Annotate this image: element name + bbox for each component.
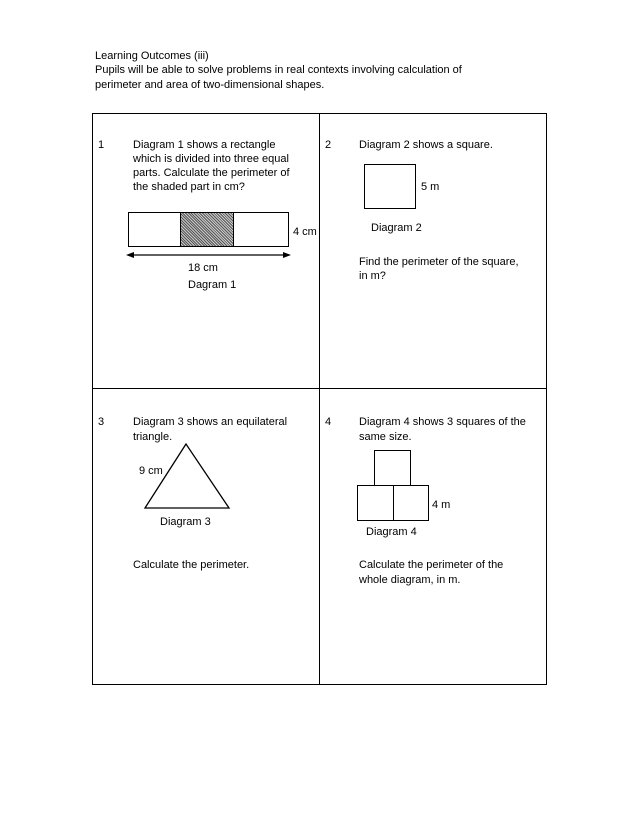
diagram-1-height-label: 4 cm — [293, 226, 317, 238]
diagram-1-length-label: 18 cm — [188, 262, 218, 274]
question-3-text-line-1: Diagram 3 shows an equilateral — [133, 416, 288, 428]
learning-outcomes-title: Learning Outcomes (iii) — [95, 50, 209, 62]
question-4-prompt-line-2: whole diagram, in m. — [359, 574, 461, 586]
diagram-4-bottom-left-square — [357, 485, 394, 521]
question-4-text-line-1: Diagram 4 shows 3 squares of the — [359, 416, 526, 428]
question-3-prompt: Calculate the perimeter. — [133, 559, 250, 571]
question-1-text-line-3: parts. Calculate the perimeter of — [133, 167, 290, 179]
question-1-text-line-1: Diagram 1 shows a rectangle — [133, 139, 276, 151]
diagram-1-caption: Dagram 1 — [188, 279, 237, 291]
question-4-prompt-line-1: Calculate the perimeter of the — [359, 559, 504, 571]
diagram-3-side-label: 9 cm — [139, 465, 163, 477]
diagram-2-caption: Diagram 2 — [371, 222, 422, 234]
question-2-text: Diagram 2 shows a square. — [359, 139, 493, 151]
question-1-number: 1 — [98, 139, 105, 151]
question-1-text-line-2: which is divided into three equal — [133, 153, 289, 165]
question-4-number: 4 — [325, 416, 332, 428]
question-2-number: 2 — [325, 139, 332, 151]
question-1-text-line-4: the shaded part in cm? — [133, 181, 245, 193]
question-2-prompt-line-2: in m? — [359, 270, 386, 282]
diagram-2-side-label: 5 m — [421, 181, 440, 193]
diagram-4-side-label: 4 m — [432, 499, 451, 511]
question-2-prompt-line-1: Find the perimeter of the square, — [359, 256, 519, 268]
diagram-3-caption: Diagram 3 — [160, 516, 211, 528]
question-4-text-line-2: same size. — [359, 431, 412, 443]
diagram-4-top-square — [374, 450, 411, 486]
learning-outcomes-line-1: Pupils will be able to solve problems in real contexts involving calculation of — [95, 64, 462, 76]
question-3-text-line-2: triangle. — [133, 431, 173, 443]
question-3-number: 3 — [98, 416, 105, 428]
diagram-4-bottom-right-square — [393, 485, 429, 521]
diagram-4-caption: Diagram 4 — [366, 526, 417, 538]
learning-outcomes-line-2: perimeter and area of two-dimensional shapes. — [95, 79, 325, 91]
